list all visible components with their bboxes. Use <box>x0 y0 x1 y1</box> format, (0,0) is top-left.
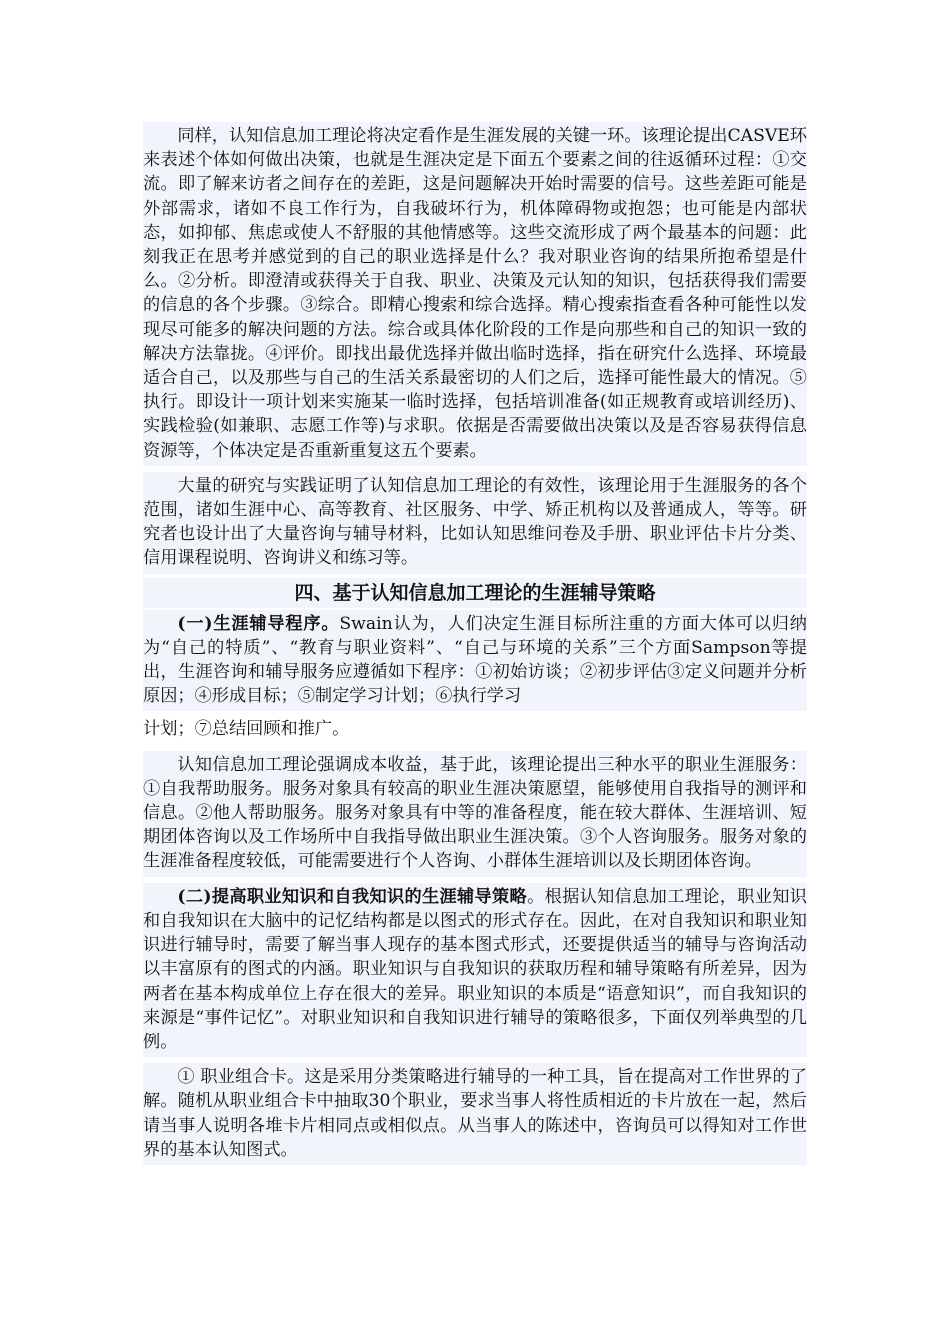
paragraph-effectiveness: 大量的研究与实践证明了认知信息加工理论的有效性，该理论用于生涯服务的各个范围，诸如生涯中心、高等教育、社区服务、中学、矫正机构以及普通成人，等等。研究者也设计出了大量咨询与辅导材料，比如认知思维问卷及手册、职业评估卡片分类、信用课程说明、咨询讲义和练习等。 <box>143 472 807 574</box>
subsection-title-2: (二)提高职业知识和自我知识的生涯辅导策略 <box>177 886 528 907</box>
paragraph-career-procedure <box>143 610 807 712</box>
paragraph-service-levels: 认知信息加工理论强调成本收益，基于此，该理论提出三种水平的职业生涯服务：①自我帮助服务。服务对象具有较高的职业生涯决策愿望，能够使用自我指导的测评和信息。②他人帮助服务。服务对象具有中等的准备程度，能在较大群体、生涯培训、短期团体咨询以及工作场所中自我指导做出职业生涯决策。③个人咨询服务。服务对象的生涯准备程度较低，可能需要进行个人咨询、小群体生涯培训以及长期团体咨询。 <box>143 751 807 877</box>
subsection-title-1: (一)生涯辅导程序。 <box>177 613 340 634</box>
paragraph-knowledge-strategy <box>143 883 807 1057</box>
paragraph-casve: 同样，认知信息加工理论将决定看作是生涯发展的关键一环。该理论提出CASVE环来表述个体如何做出决策，也就是生涯决定是下面五个要素之间的往返循环过程：①交流。即了解来访者之间存在的差距，这是问题解决开始时需要的信号。这些差距可能是外部需求，诸如不良工作行为，自我破坏行为，机体障碍物或抱怨；也可能是内部状态，如抑郁、焦虑或使人不舒服的其他情感等。这些交流形成了两个最基本的问题：此刻我正在思考并感觉到的自己的职业选择是什么？我对职业咨询的结果所抱希望是什么。②分析。即澄清或获得关于自我、职业、决策及元认知的知识，包括获得我们需要的信息的各个步骤。③综合。即精心搜索和综合选择。精心搜索指查看各种可能性以发现尽可能多的解决问题的方法。综合或具体化阶段的工作是向那些和自己的知识一致的解决方法靠拢。④评价。即找出最优选择并做出临时选择，指在研究什么选择、环境最适合自己，以及那些与自己的生活关系最密切的人们之后，选择可能性最大的情况。⑤执行。即设计一项计划来实施某一临时选择，包括培训准备(如正规教育或培训经历)、实践检验(如兼职、志愿工作等)与求职。依据是否需要做出决策以及是否容易获得信息资源等，个体决定是否重新重复这五个要素。 <box>143 122 807 466</box>
paragraph-occupation-cards: ① 职业组合卡。这是采用分类策略进行辅导的一种工具，旨在提高对工作世界的了解。随机从职业组合卡中抽取30个职业，要求当事人将性质相近的卡片放在一起，然后请当事人说明各堆卡片相同点或相似点。从当事人的陈述中，咨询员可以得知对工作世界的基本认知图式。 <box>143 1063 807 1165</box>
paragraph-procedure-tail: 计划；⑦总结回顾和推广。 <box>143 719 350 740</box>
subsection-body-2: 。根据认知信息加工理论，职业知识和自我知识在大脑中的记忆结构都是以图式的形式存在。因此，在对自我知识和职业知识进行辅导时，需要了解当事人现存的基本图式形式，还要提供适当的辅导与咨询活动以丰富原有的图式的内涵。职业知识与自我知识的获取历程和辅导策略有所差异，因为两者在基本构成单位上存在很大的差异。职业知识的本质是“语意知识”，而自我知识的来源是“事件记忆”。对职业知识和自我知识进行辅导的策略很多，下面仅列举典型的几例。 <box>143 886 807 1052</box>
section-heading-4: 四、基于认知信息加工理论的生涯辅导策略 <box>143 578 807 608</box>
document-body <box>143 122 807 1165</box>
subsection-body-1: Swain认为，人们决定生涯目标所注重的方面大体可以归纳为“自己的特质”、“教育与职业资料”、“自己与环境的关系”三个方面Sampson等提出，生涯咨询和辅导服务应遵循如下程序：①初始访谈；②初步评估③定义问题并分析原因；④形成目标；⑤制定学习计划；⑥执行学习 <box>143 613 807 707</box>
